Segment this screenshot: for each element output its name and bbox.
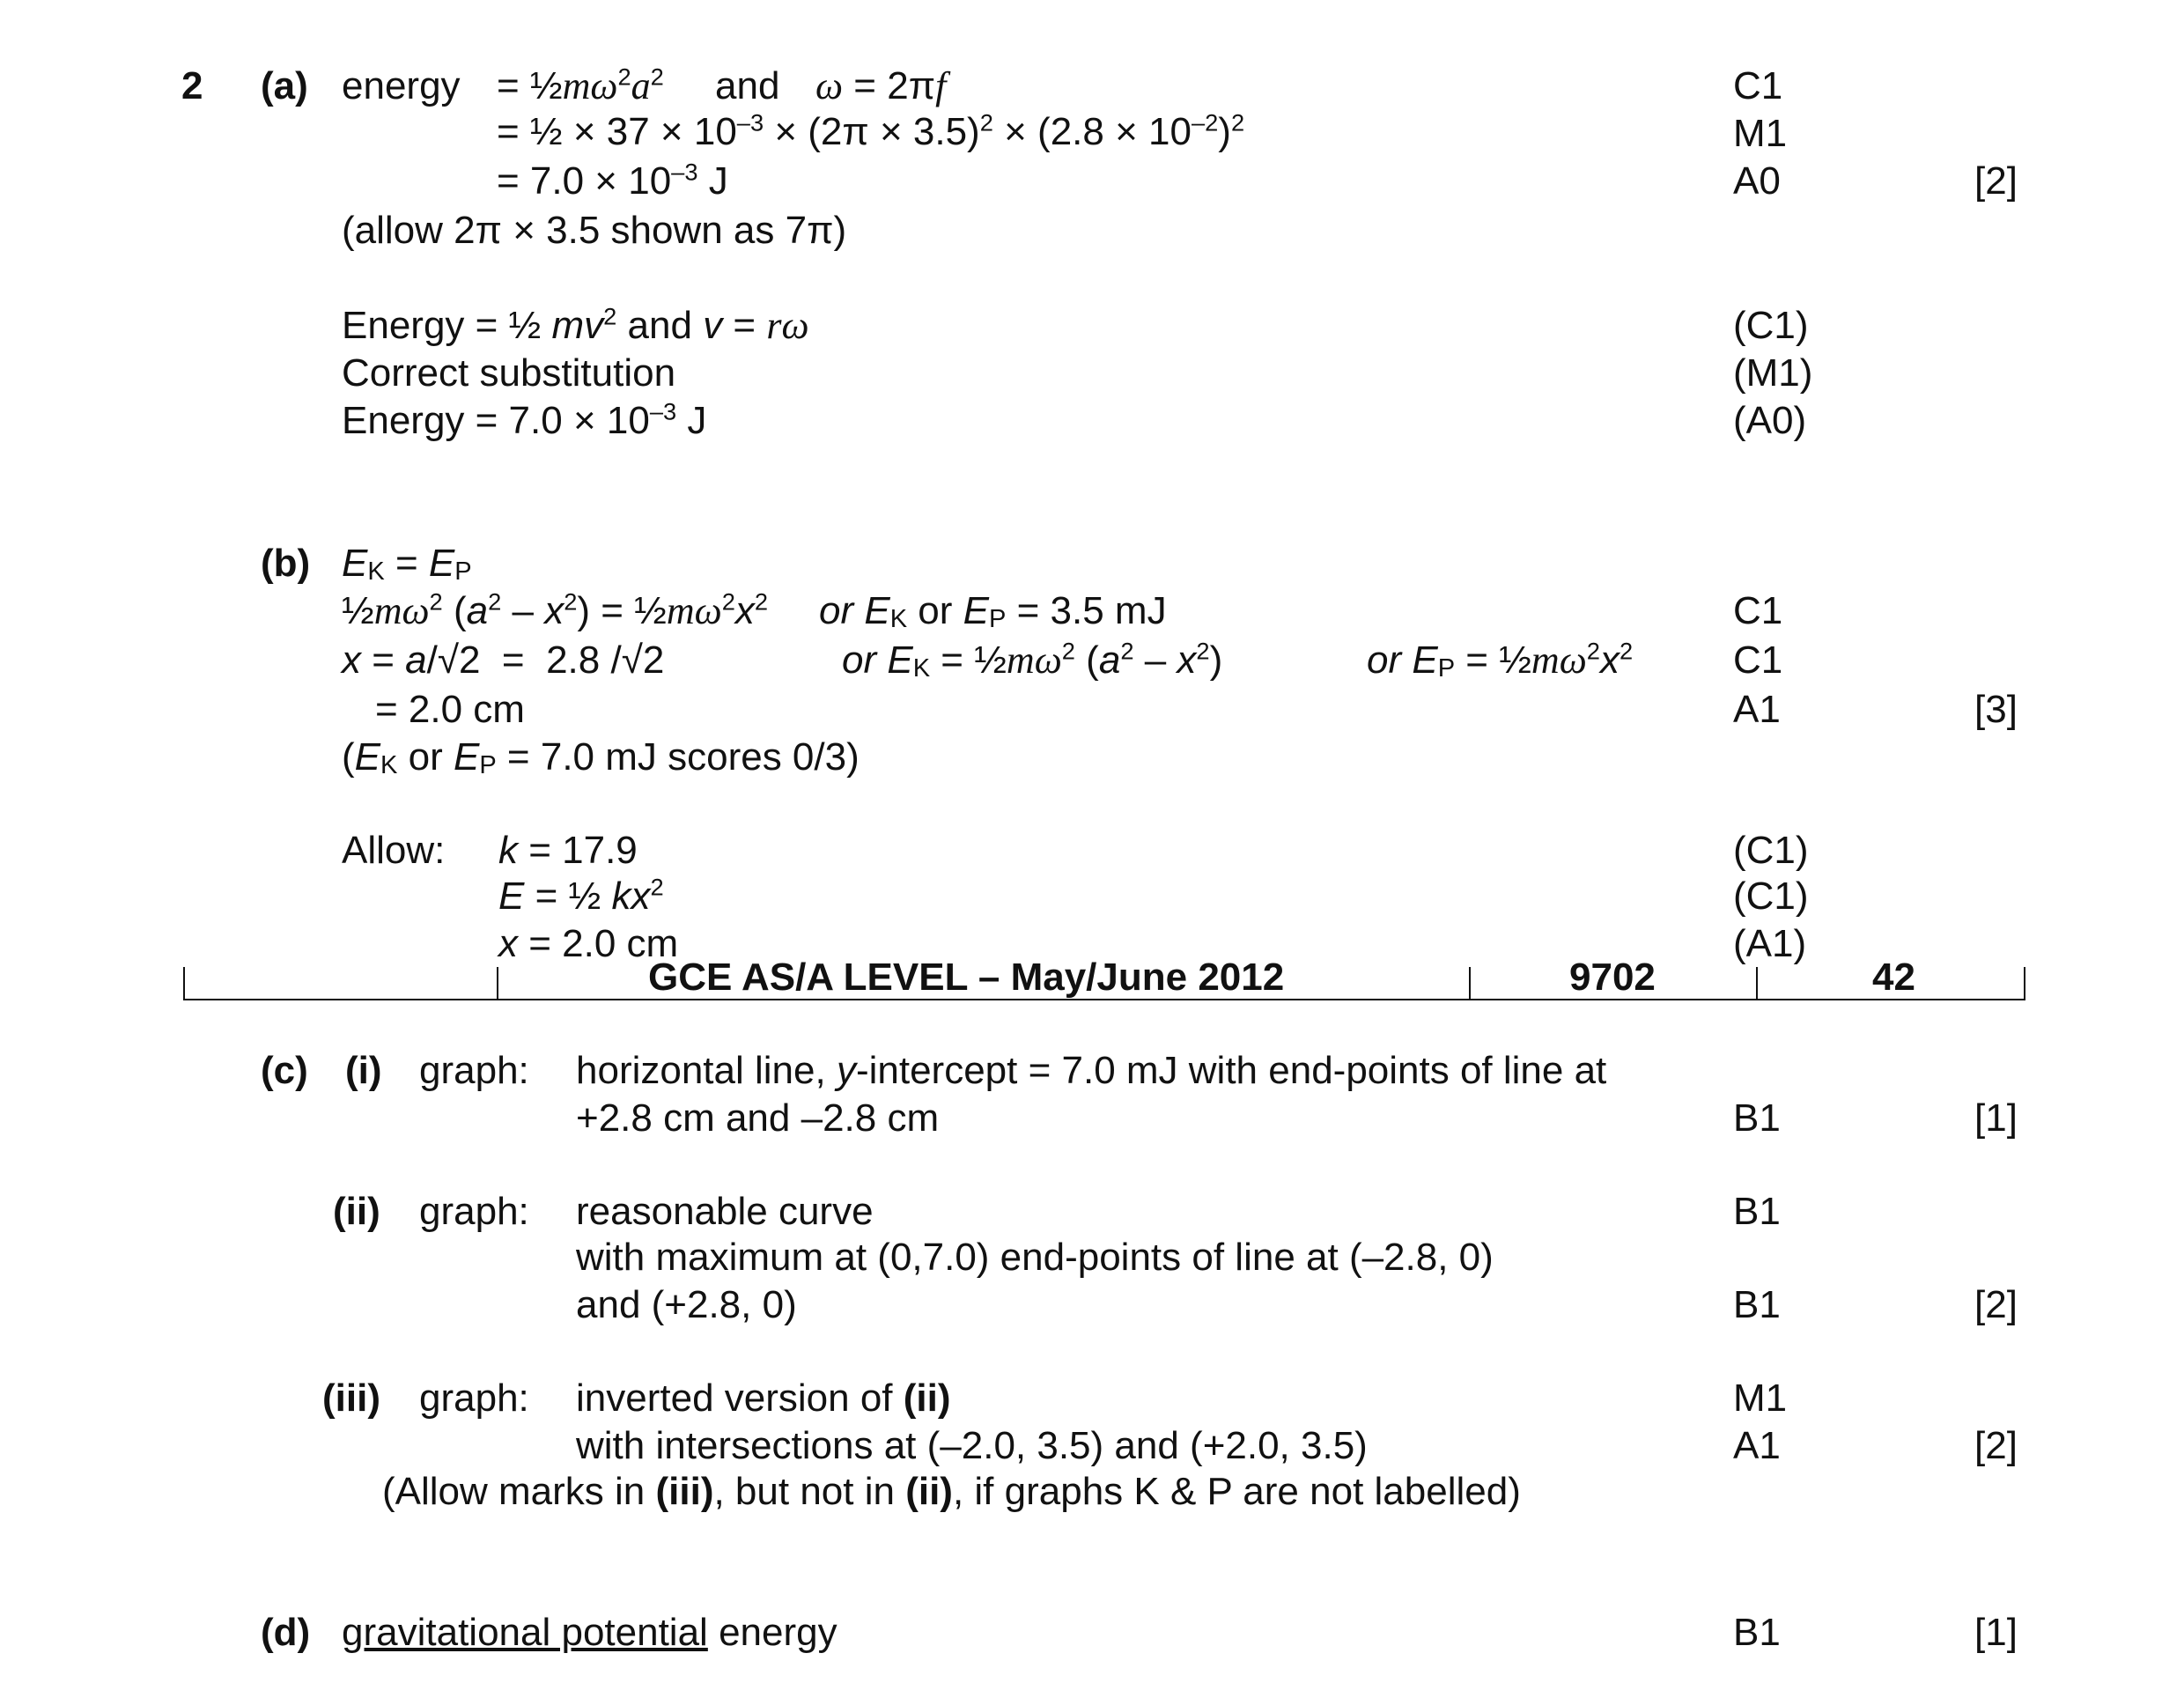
part-a-omega-formula: ω = 2πf (815, 64, 947, 107)
total-c-ii: [2] (1974, 1283, 2018, 1326)
mark-c-i: B1 (1733, 1096, 1781, 1140)
part-a-note: (allow 2π × 3.5 shown as 7π) (342, 209, 847, 252)
part-b-line3: x = a/√2 = 2.8 /√2 (342, 638, 665, 682)
mark-d: B1 (1733, 1611, 1781, 1654)
part-a-alt-line1: Energy = ½ $mv^2$ and v = rω (342, 302, 809, 347)
part-b-line2: $\frac{1}{2}m\omega^2$ $(a^2 - x^2)$ = $\frac{1}{2}m\omega^2x^2$ (342, 587, 769, 632)
total-c-i: [1] (1974, 1096, 2018, 1140)
mark-a-alt-3: (A0) (1733, 399, 1807, 442)
part-c-i-line1: horizontal line, y-intercept = 7.0 mJ with end-points of line at (576, 1049, 1607, 1092)
mark-b-allow-2: (C1) (1733, 875, 1809, 918)
mark-b-allow-3: (A1) (1733, 922, 1807, 965)
part-a-answer: = $7.0 \times 10^{-3}$ J (497, 158, 728, 203)
part-c-ii-line2: with maximum at (0,7.0) end-points of line at (–2.8, 0) (576, 1236, 1494, 1279)
part-b-line4: = 2.0 cm (375, 688, 525, 731)
header-syllabus: 9702 (1569, 956, 1656, 999)
part-b-note: (EK or EP = 7.0 mJ scores 0/3) (342, 735, 860, 779)
mark-c-ii-1: B1 (1733, 1190, 1781, 1233)
part-c-i-line2: +2.8 cm and –2.8 cm (576, 1096, 940, 1140)
part-c-ii-label: (ii) (333, 1190, 380, 1233)
mark-a-3: A0 (1733, 159, 1781, 203)
part-c-ii-line1: reasonable curve (576, 1190, 874, 1233)
header-paper: 42 (1872, 956, 1915, 999)
part-b-line3-alt1: or EK = $\frac{1}{2}m\omega^2$ $(a^2 - x^2)$ (842, 637, 1223, 683)
part-b-allow2: E = ½ $kx^2$ (498, 873, 664, 918)
part-a-alt-line3: Energy = $7.0 \times 10^{-3}$ J (342, 397, 707, 442)
header-divider-3 (1469, 967, 1471, 1000)
part-d-label: (d) (261, 1611, 311, 1654)
total-d: [1] (1974, 1611, 2018, 1654)
part-b-line1: EK = EP (342, 542, 472, 586)
question-number: 2 (181, 64, 203, 107)
part-b-allow1: k = 17.9 (498, 829, 638, 872)
part-c-ii-graph: graph: (419, 1190, 529, 1233)
part-d-text: gravitational potential energy (342, 1611, 837, 1654)
header-divider-4 (1756, 967, 1758, 1000)
mark-a-2: M1 (1733, 112, 1788, 155)
header-divider-left (183, 967, 185, 1000)
header-bottom-rule (183, 999, 2025, 1000)
total-b: [3] (1974, 688, 2018, 731)
part-c-iii-line1: inverted version of (ii) (576, 1377, 951, 1420)
part-c-i-label: (i) (345, 1049, 382, 1092)
mark-a-alt-2: (M1) (1733, 351, 1813, 395)
mark-b-1: C1 (1733, 589, 1783, 632)
mark-a-1: C1 (1733, 64, 1783, 107)
part-b-allow3: x = 2.0 cm (498, 922, 679, 965)
part-a-and: and (715, 64, 780, 107)
part-c-iii-line2: with intersections at (–2.0, 3.5) and (+2.0, 3.5) (576, 1424, 1368, 1467)
mark-c-iii-1: M1 (1733, 1377, 1788, 1420)
part-c-ii-line3: and (+2.8, 0) (576, 1283, 797, 1326)
header-divider-2 (497, 967, 498, 1000)
part-b-line2-alt: or EK or EP = 3.5 mJ (819, 589, 1167, 633)
part-a-substitution: = ½ × $37 \times 10^{-3} \times (2\pi \times 3.5)^2 \times (2.8 \times 10^{-2})^2$ (497, 108, 1245, 153)
mark-b-3: A1 (1733, 688, 1781, 731)
part-a-energy-word: energy (342, 64, 461, 107)
part-c-iii-note: (Allow marks in (iii), but not in (ii), if graphs K & P are not labelled) (382, 1470, 1521, 1513)
part-c-iii-label: (iii) (322, 1377, 380, 1420)
mark-a-alt-1: (C1) (1733, 304, 1809, 347)
header-divider-right (2024, 967, 2025, 1000)
part-b-label: (b) (261, 542, 311, 585)
part-a-label: (a) (261, 64, 308, 107)
part-c-i-graph: graph: (419, 1049, 529, 1092)
mark-c-iii-2: A1 (1733, 1424, 1781, 1467)
part-b-allow-label: Allow: (342, 829, 446, 872)
mark-c-ii-2: B1 (1733, 1283, 1781, 1326)
part-c-label: (c) (261, 1049, 308, 1092)
total-c-iii: [2] (1974, 1424, 2018, 1467)
part-a-alt-line2: Correct substitution (342, 351, 676, 395)
part-c-iii-graph: graph: (419, 1377, 529, 1420)
header-title: GCE AS/A LEVEL – May/June 2012 (648, 956, 1285, 999)
part-b-line3-alt2: or EP = $\frac{1}{2}m\omega^2x^2$ (1367, 637, 1634, 683)
mark-b-2: C1 (1733, 638, 1783, 682)
total-a: [2] (1974, 159, 2018, 203)
part-a-energy-formula: = $\frac{1}{2}m\omega^2a^2$ (497, 63, 664, 107)
mark-b-allow-1: (C1) (1733, 829, 1809, 872)
